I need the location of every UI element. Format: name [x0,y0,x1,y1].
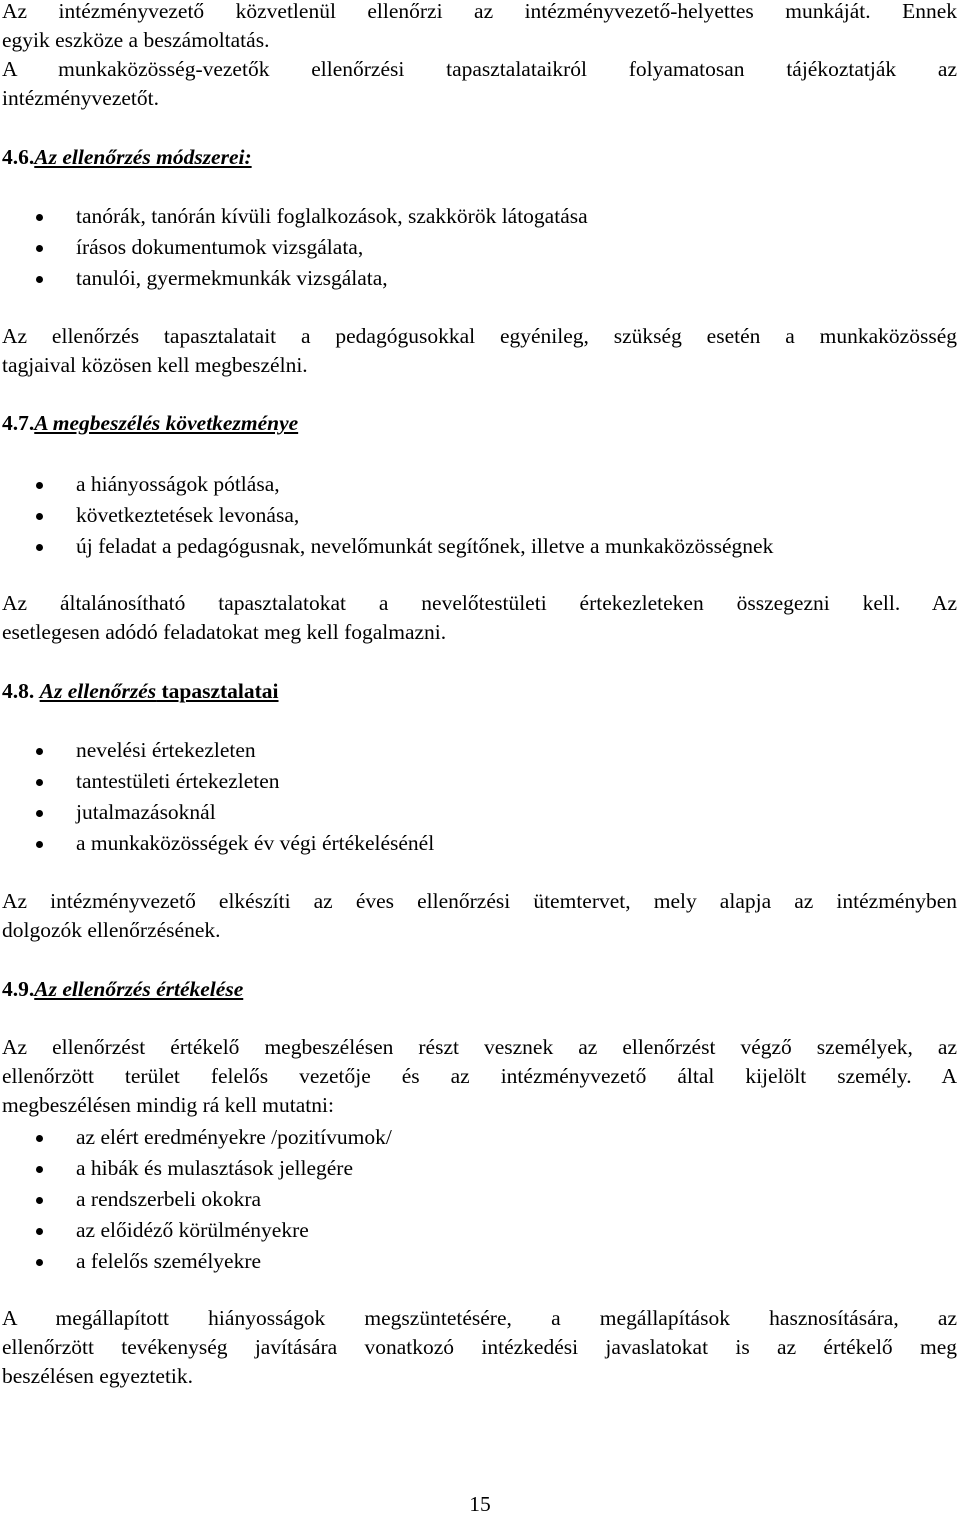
list-item: a hiányosságok pótlása, [0,469,940,500]
text-line: egyik eszköze a beszámoltatás. [2,28,270,52]
list-item: következtetések levonása, [0,500,940,531]
text-line: Az általánosítható tapasztalatokat a nevelőtestületi értekezleteken összegezni kell. Az [2,591,957,615]
section-title-rest: tapasztalatai [156,679,279,703]
section-number: 4.6. [2,145,35,169]
list-item: az előidéző körülményekre [0,1215,940,1246]
section-heading-4-7 [2,409,957,438]
list-item: a hibák és mulasztások jellegére [0,1153,940,1184]
list-item: a felelős személyekre [0,1246,940,1277]
text-line: intézményvezetőt. [2,86,159,110]
bullet-list-evaluation [0,1122,940,1277]
page-number: 15 [469,1492,491,1516]
text-line: A munkaközösség-vezetők ellenőrzési tapasztalataikról folyamatosan tájékoztatják az [2,57,957,81]
paragraph [2,887,957,945]
list-item: nevelési értekezleten [0,735,940,766]
text-line: Az intézményvezető közvetlenül ellenőrzi az intézményvezető-helyettes munkáját. Ennek [2,0,957,23]
text-line: tagjaival közösen kell megbeszélni. [2,353,308,377]
section-heading-4-6 [2,143,957,172]
text-line: megbeszélésen mindig rá kell mutatni: [2,1093,334,1117]
bullet-list-findings [0,735,940,859]
paragraph [2,589,957,647]
list-item: a rendszerbeli okokra [0,1184,940,1215]
text-line: Az ellenőrzés tapasztalatait a pedagógusokkal egyénileg, szükség esetén a munkaközösség [2,324,957,348]
paragraph [2,322,957,380]
list-item: írásos dokumentumok vizsgálata, [0,232,940,263]
bullet-list-methods [0,201,940,294]
text-line: ellenőrzött tevékenység javítására vonatkozó intézkedési javaslatokat is az értékelő meg [2,1335,957,1359]
text-line: Az intézményvezető elkészíti az éves ellenőrzési ütemtervet, mely alapja az intézményben [2,889,957,913]
section-title: Az ellenőrzés módszerei: [34,145,252,169]
text-line: Az ellenőrzést értékelő megbeszélésen részt vesznek az ellenőrzést végző személyek, az [2,1035,957,1059]
text-line: A megállapított hiányosságok megszüntetésére, a megállapítások hasznosítására, az [2,1306,957,1330]
bullet-list-consequences [0,469,940,562]
paragraph [2,1304,957,1391]
section-heading-4-9 [2,975,957,1004]
section-title: Az ellenőrzés értékelése [34,977,244,1001]
section-title-italic: Az ellenőrzés [39,679,157,703]
list-item: tantestületi értekezleten [0,766,940,797]
section-heading-4-8 [2,677,957,706]
text-line: ellenőrzött terület felelős vezetője és az intézményvezető által kijelölt személy. A [2,1064,957,1088]
list-item: a munkaközösségek év végi értékelésénél [0,828,940,859]
section-number: 4.8. [2,679,35,703]
section-number: 4.7. [2,411,35,435]
list-item: tanórák, tanórán kívüli foglalkozások, szakkörök látogatása [0,201,940,232]
intro-paragraph [2,0,957,113]
section-title: A megbeszélés következménye [34,411,299,435]
list-item: tanulói, gyermekmunkák vizsgálata, [0,263,940,294]
text-line: beszélésen egyeztetik. [2,1364,194,1388]
text-line: esetlegesen adódó feladatokat meg kell fogalmazni. [2,620,447,644]
paragraph [2,1033,957,1120]
list-item: az elért eredményekre /pozitívumok/ [0,1122,940,1153]
text-line: dolgozók ellenőrzésének. [2,918,221,942]
section-number: 4.9. [2,977,35,1001]
list-item: új feladat a pedagógusnak, nevelőmunkát segítőnek, illetve a munkaközösségnek [0,531,940,562]
list-item: jutalmazásoknál [0,797,940,828]
